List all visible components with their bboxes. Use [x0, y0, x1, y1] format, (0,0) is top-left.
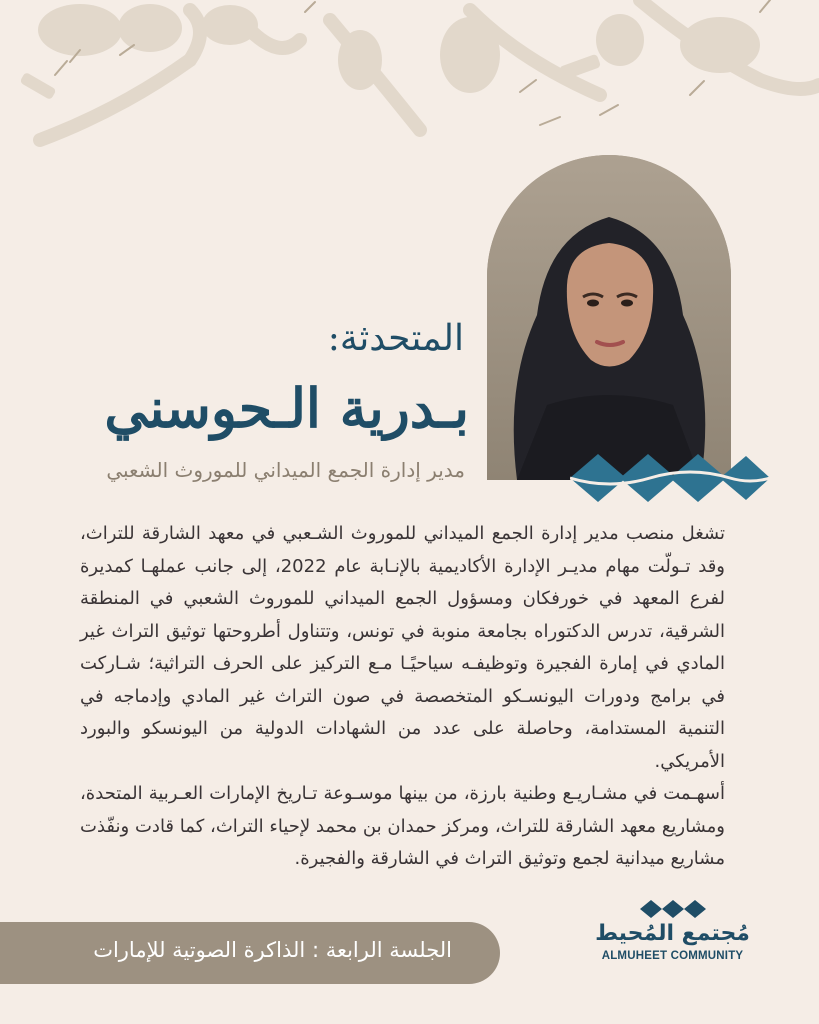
speaker-name: بـدرية الـحوسني	[104, 376, 469, 440]
session-title: الجلسة الرابعة : الذاكرة الصوتية للإمارات	[93, 938, 452, 962]
session-banner	[0, 922, 500, 984]
bio-paragraph-2: أسهـمت في مشـاريـع وطنية بارزة، من بينها موسـوعة تـاريخ الإمارات العـربية المتحدة، ومشاريع معهد الشارقة للتراث، ومركز حمدان بن محمد لإحياء التراث، كما قادت ونفّذت مشاريع ميدانية لجمع وتوثيق التراث في الشارقة والفجيرة.	[80, 783, 725, 869]
calligraphy-decoration	[0, 0, 819, 170]
wave-diamonds-ornament	[570, 450, 770, 506]
three-diamond-logo-icon	[640, 900, 706, 918]
speaker-portrait-frame	[487, 155, 731, 480]
logo-english-name: ALMUHEET COMMUNITY	[601, 950, 744, 962]
speaker-portrait	[487, 155, 731, 480]
speaker-label: المتحدثة:	[327, 318, 464, 359]
bio-paragraph-1: تشغل منصب مدير إدارة الجمع الميداني للموروث الشـعبي في معهد الشارقة للتراث، وقد تـولّت مهام مديـر الإدارة الأكاديمية بالإنـابة عام 2022، إلى جانب عملهـا كمديرة لفرع المعهد في خورفكان ومسؤول الجمع الميداني للموروث الشعبي في المنطقة الشرقية، تدرس الدكتوراه بجامعة منوبة في تونس، وتتناول أطروحتها توثيق التراث غير المادي في إمارة الفجيرة وتوظيفـه سياحيًـا مـع التركيز على الحرف التراثية؛ شـاركت في برامج ودورات اليونسـكو المتخصصة في صون التراث غير المادي وإدماجه في التنمية المستدامة، وحاصلة على عدد من الشهادات الدولية من اليونسكو والبورد الأمريكي.	[80, 523, 726, 772]
speaker-title: مدير إدارة الجمع الميداني للموروث الشعبي	[106, 458, 465, 482]
logo-arabic-name: مُجتمع المُحيط	[595, 921, 750, 946]
speaker-bio	[80, 518, 725, 876]
almuheet-logo	[590, 900, 755, 980]
